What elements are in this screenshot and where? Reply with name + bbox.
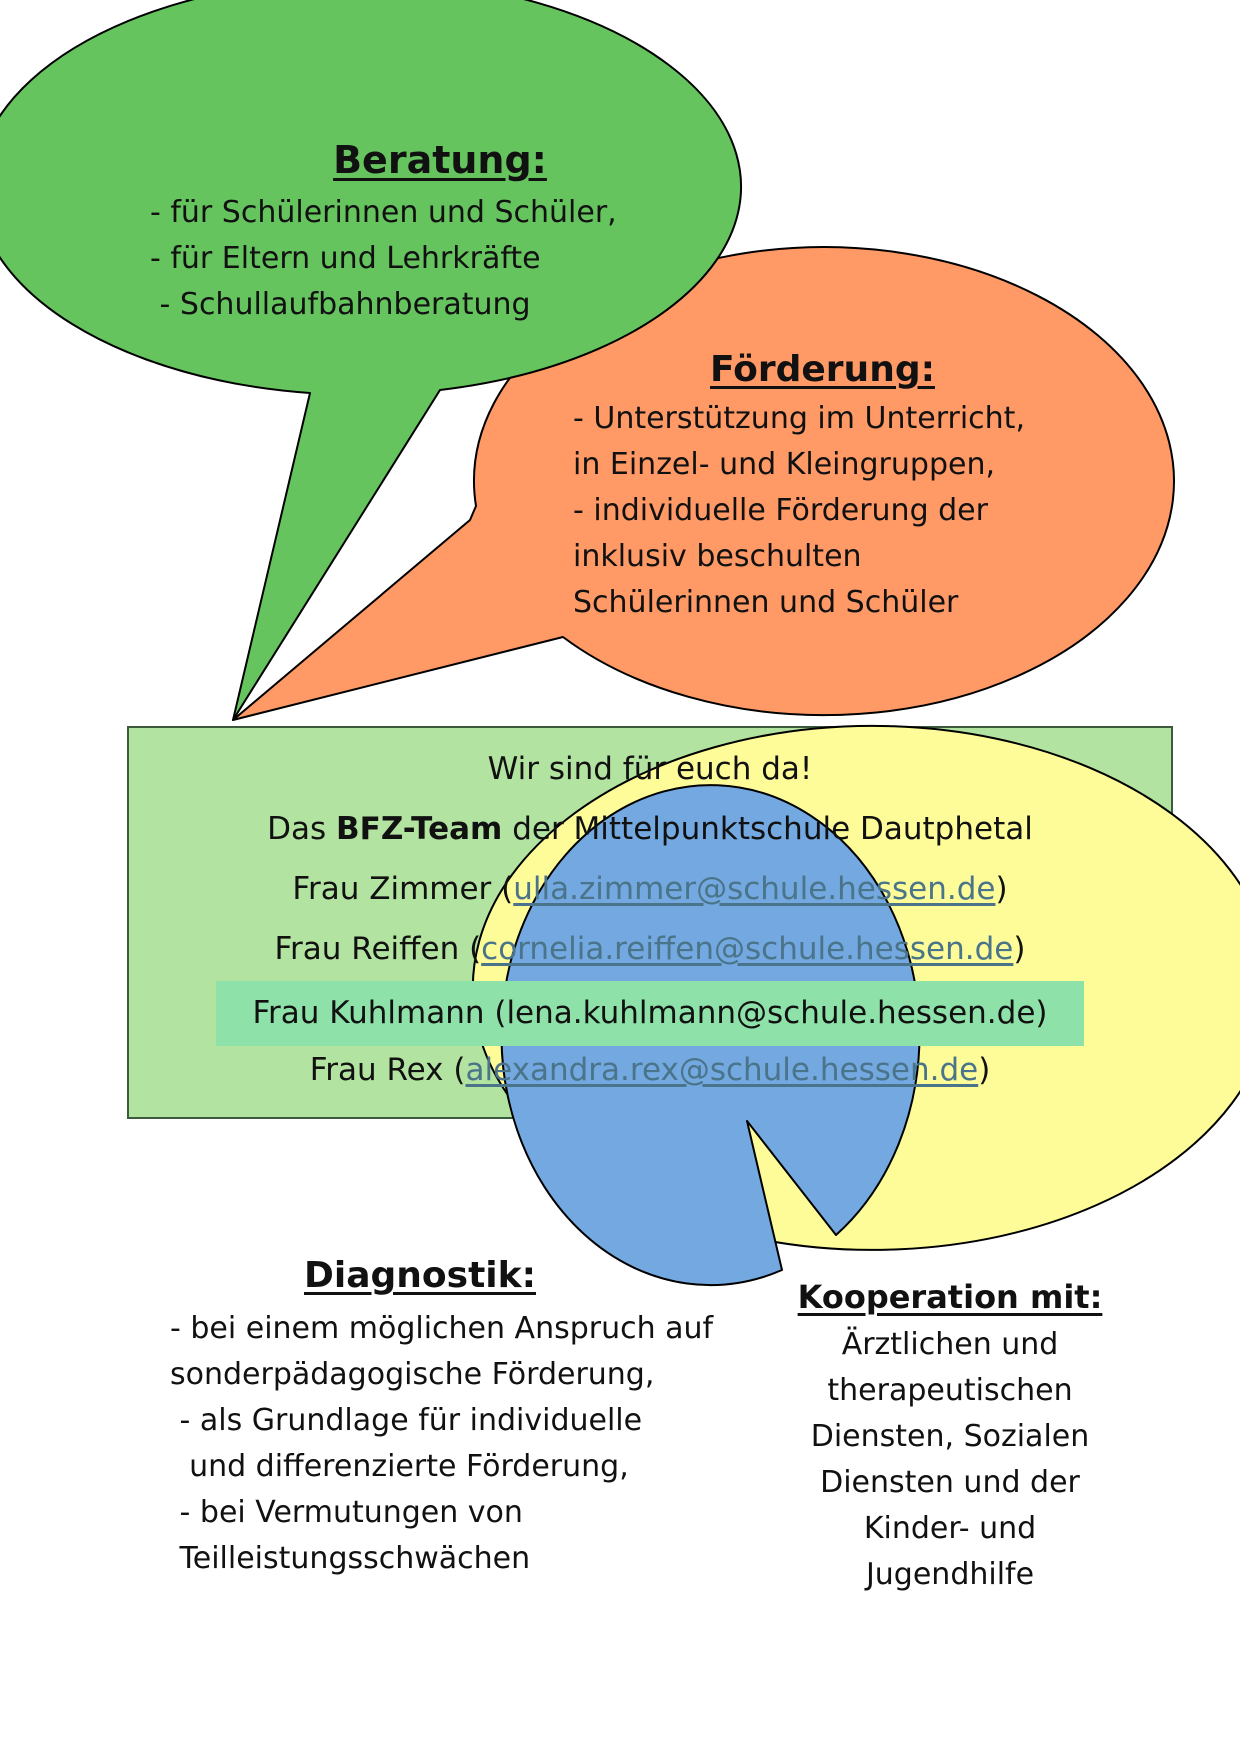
kooperation-line: Ärztlichen und bbox=[841, 1327, 1059, 1362]
kooperation-line: Jugendhilfe bbox=[865, 1557, 1035, 1592]
diagnostik-line: - bei einem möglichen Anspruch auf bbox=[170, 1311, 714, 1346]
member-paren: ) bbox=[995, 871, 1008, 907]
member-name: Frau Reiffen ( bbox=[274, 931, 482, 967]
team-contact-box bbox=[128, 727, 1172, 1118]
kooperation-content bbox=[790, 1272, 1110, 1598]
kooperation-line: Diensten und der bbox=[820, 1465, 1080, 1500]
member-paren: ) bbox=[1035, 995, 1048, 1031]
diagnostik-line: - als Grundlage für individuelle bbox=[170, 1403, 643, 1438]
team-member-zimmer bbox=[128, 866, 1172, 912]
beratung-line: - für Eltern und Lehrkräfte bbox=[150, 241, 541, 276]
kooperation-line: Kinder- und bbox=[863, 1511, 1037, 1546]
team-heading bbox=[128, 806, 1172, 852]
member-name: Frau Kuhlmann ( bbox=[252, 995, 507, 1031]
beratung-title: Beratung: bbox=[333, 138, 547, 182]
beratung-line: - Schullaufbahnberatung bbox=[150, 287, 531, 322]
team-member-kuhlmann bbox=[128, 990, 1172, 1036]
diagnostik-line: und differenzierte Förderung, bbox=[170, 1449, 629, 1484]
diagnostik-title: Diagnostik: bbox=[304, 1255, 536, 1296]
foerderung-line: in Einzel- und Kleingruppen, bbox=[573, 447, 995, 482]
diagnostik-line: Teilleistungsschwächen bbox=[170, 1541, 531, 1576]
team-member-reiffen bbox=[128, 926, 1172, 972]
foerderung-line: - Unterstützung im Unterricht, bbox=[573, 401, 1025, 436]
team-heading-bold: BFZ-Team bbox=[336, 811, 503, 847]
foerderung-line: inklusiv beschulten bbox=[573, 539, 862, 574]
email-link[interactable]: ulla.zimmer@schule.hessen.de bbox=[513, 871, 996, 907]
member-paren: ) bbox=[978, 1052, 991, 1088]
team-member-rex bbox=[128, 1047, 1172, 1093]
foerderung-line: - individuelle Förderung der bbox=[573, 493, 988, 528]
beratung-content bbox=[150, 132, 710, 328]
member-name: Frau Zimmer ( bbox=[292, 871, 514, 907]
foerderung-line: Schülerinnen und Schüler bbox=[573, 585, 959, 620]
kooperation-line: Diensten, Sozialen bbox=[810, 1419, 1090, 1454]
member-name: Frau Rex ( bbox=[309, 1052, 466, 1088]
diagnostik-content bbox=[170, 1248, 730, 1582]
foerderung-content bbox=[573, 344, 1073, 626]
email-link[interactable]: alexandra.rex@schule.hessen.de bbox=[465, 1052, 979, 1088]
kooperation-title: Kooperation mit: bbox=[797, 1278, 1103, 1316]
foerderung-title: Förderung: bbox=[710, 349, 935, 390]
diagnostik-line: sonderpädagogische Förderung, bbox=[170, 1357, 655, 1392]
team-heading-suffix: der Mittelpunktschule Dautphetal bbox=[502, 811, 1033, 847]
kooperation-line: therapeutischen bbox=[827, 1373, 1073, 1408]
team-heading-prefix: Das bbox=[267, 811, 337, 847]
email-link[interactable]: cornelia.reiffen@schule.hessen.de bbox=[481, 931, 1014, 967]
member-paren: ) bbox=[1013, 931, 1026, 967]
member-email: lena.kuhlmann@schule.hessen.de bbox=[506, 995, 1036, 1031]
team-intro: Wir sind für euch da! bbox=[487, 751, 813, 787]
diagnostik-line: - bei Vermutungen von bbox=[170, 1495, 523, 1530]
beratung-line: - für Schülerinnen und Schüler, bbox=[150, 195, 617, 230]
